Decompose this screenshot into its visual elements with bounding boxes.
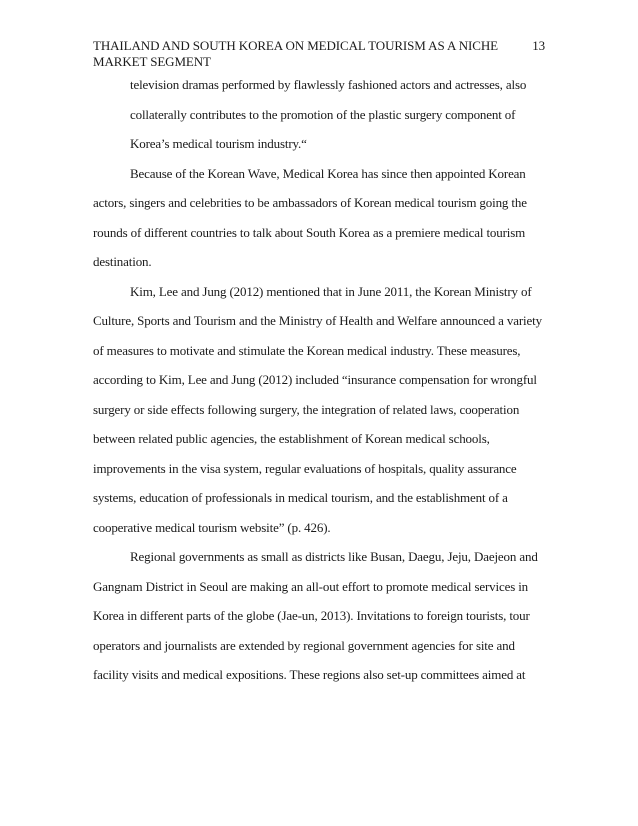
paragraph-line: of measures to motivate and stimulate the Korean medical industry. These measures, bbox=[93, 342, 521, 358]
quote-line: collaterally contributes to the promotion of the plastic surgery component of bbox=[130, 106, 516, 122]
paragraph-line: according to Kim, Lee and Jung (2012) included “insurance compensation for wrongful bbox=[93, 372, 537, 387]
paragraph-line: Because of the Korean Wave, Medical Korea has since then appointed Korean bbox=[130, 165, 526, 181]
header-title-line-1: THAILAND AND SOUTH KOREA ON MEDICAL TOURISM AS A NICHE bbox=[93, 38, 498, 53]
paragraph-line: operators and journalists are extended by regional government agencies for site and bbox=[93, 637, 515, 653]
quote-line: television dramas performed by flawlessly fashioned actors and actresses, also bbox=[130, 77, 527, 92]
paragraph-regional-governments bbox=[93, 542, 553, 690]
paragraph-line: between related public agencies, the establishment of Korean medical schools, bbox=[93, 431, 490, 446]
body-text bbox=[93, 70, 553, 690]
paragraph-line: Regional governments as small as districts like Busan, Daegu, Jeju, Daejeon and bbox=[130, 549, 538, 564]
paragraph-line: Kim, Lee and Jung (2012) mentioned that in June 2011, the Korean Ministry of bbox=[130, 283, 532, 299]
paragraph-line: Gangnam District in Seoul are making an all-out effort to promote medical services in bbox=[93, 578, 529, 594]
paragraph-korean-wave bbox=[93, 159, 553, 277]
header-title bbox=[93, 38, 513, 70]
block-quote bbox=[130, 70, 553, 159]
paragraph-line: rounds of different countries to talk about South Korea as a premiere medical tourism bbox=[93, 224, 526, 240]
quote-line: Korea’s medical tourism industry.“ bbox=[130, 136, 307, 151]
paragraph-line: facility visits and medical expositions. These regions also set-up committees aimed at bbox=[93, 667, 526, 682]
page-number: 13 bbox=[532, 38, 545, 53]
paragraph-kim-lee-jung bbox=[93, 277, 553, 543]
header-title-line-2: MARKET SEGMENT bbox=[93, 54, 211, 69]
paragraph-line: systems, education of professionals in medical tourism, and the establishment of a bbox=[93, 490, 508, 505]
paragraph-line: Korea in different parts of the globe (Jae-un, 2013). Invitations to foreign tourists, tour bbox=[93, 608, 530, 623]
paragraph-line: surgery or side effects following surgery, the integration of related laws, cooperation bbox=[93, 401, 520, 417]
paragraph-line: cooperative medical tourism website” (p. 426). bbox=[93, 519, 331, 535]
paragraph-line: Culture, Sports and Tourism and the Ministry of Health and Welfare announced a variety bbox=[93, 313, 542, 328]
paragraph-line: destination. bbox=[93, 254, 152, 269]
paragraph-line: improvements in the visa system, regular evaluations of hospitals, quality assurance bbox=[93, 460, 517, 476]
running-header bbox=[93, 38, 545, 70]
paragraph-line: actors, singers and celebrities to be ambassadors of Korean medical tourism going the bbox=[93, 195, 527, 210]
